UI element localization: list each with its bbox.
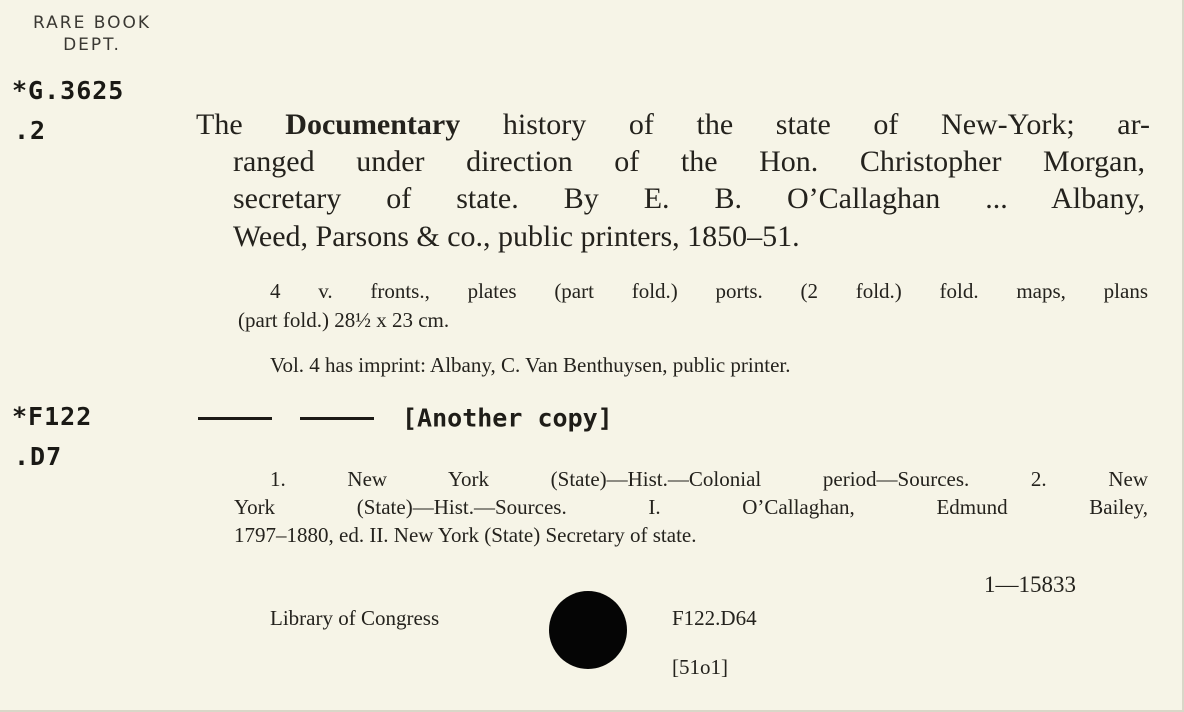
subject-line-2: York (State)—Hist.—Sources. I. O’Callaghan, Edmund Bailey, <box>234 495 1148 519</box>
title-line-1 <box>196 106 1150 144</box>
title-line-4: Weed, Parsons & co., public printers, 1850–51. <box>233 220 800 253</box>
another-copy-entry <box>198 398 613 438</box>
title-main-word: Documentary <box>285 108 461 141</box>
lc-call-number: F122.D64 <box>672 606 757 630</box>
call-number-line-2: .2 <box>14 116 47 145</box>
title-line-2: ranged under direction of the Hon. Christopher Morgan, <box>233 145 1145 178</box>
stamp-line-1: RARE BOOK <box>33 13 151 33</box>
title-line-3: secretary of state. By E. B. O’Callaghan ... Albany, <box>233 182 1145 215</box>
subject-line-3: 1797–1880, ed. II. New York (State) Secretary of state. <box>234 523 697 547</box>
stamp-line-2: DEPT. <box>63 35 121 55</box>
call-number-line-3: *F122 <box>12 402 93 431</box>
printer-key: [51o1] <box>672 655 728 679</box>
call-number-line-4: .D7 <box>14 442 63 471</box>
imprint-note: Vol. 4 has imprint: Albany, C. Van Benthuysen, public printer. <box>270 353 791 377</box>
collation-line-2: (part fold.) 28½ x 23 cm. <box>238 308 450 332</box>
call-number-line-1: *G.3625 <box>12 76 125 105</box>
title-prefix: The <box>196 108 286 141</box>
dash-rule-2 <box>300 417 374 420</box>
subject-line-1: 1. New York (State)—Hist.—Colonial period—Sources. 2. New <box>270 467 1148 491</box>
library-name: Library of Congress <box>270 606 440 630</box>
another-copy-text: [Another copy] <box>402 403 613 433</box>
punch-hole <box>549 591 627 669</box>
dash-rule-1 <box>198 417 272 420</box>
title-rest: history of the state of New-York; ar- <box>460 108 1150 141</box>
card-number: 1—15833 <box>984 572 1076 597</box>
collation-line-1: 4 v. fronts., plates (part fold.) ports. (2 fold.) fold. maps, plans <box>270 279 1148 303</box>
rare-book-stamp <box>8 12 176 56</box>
